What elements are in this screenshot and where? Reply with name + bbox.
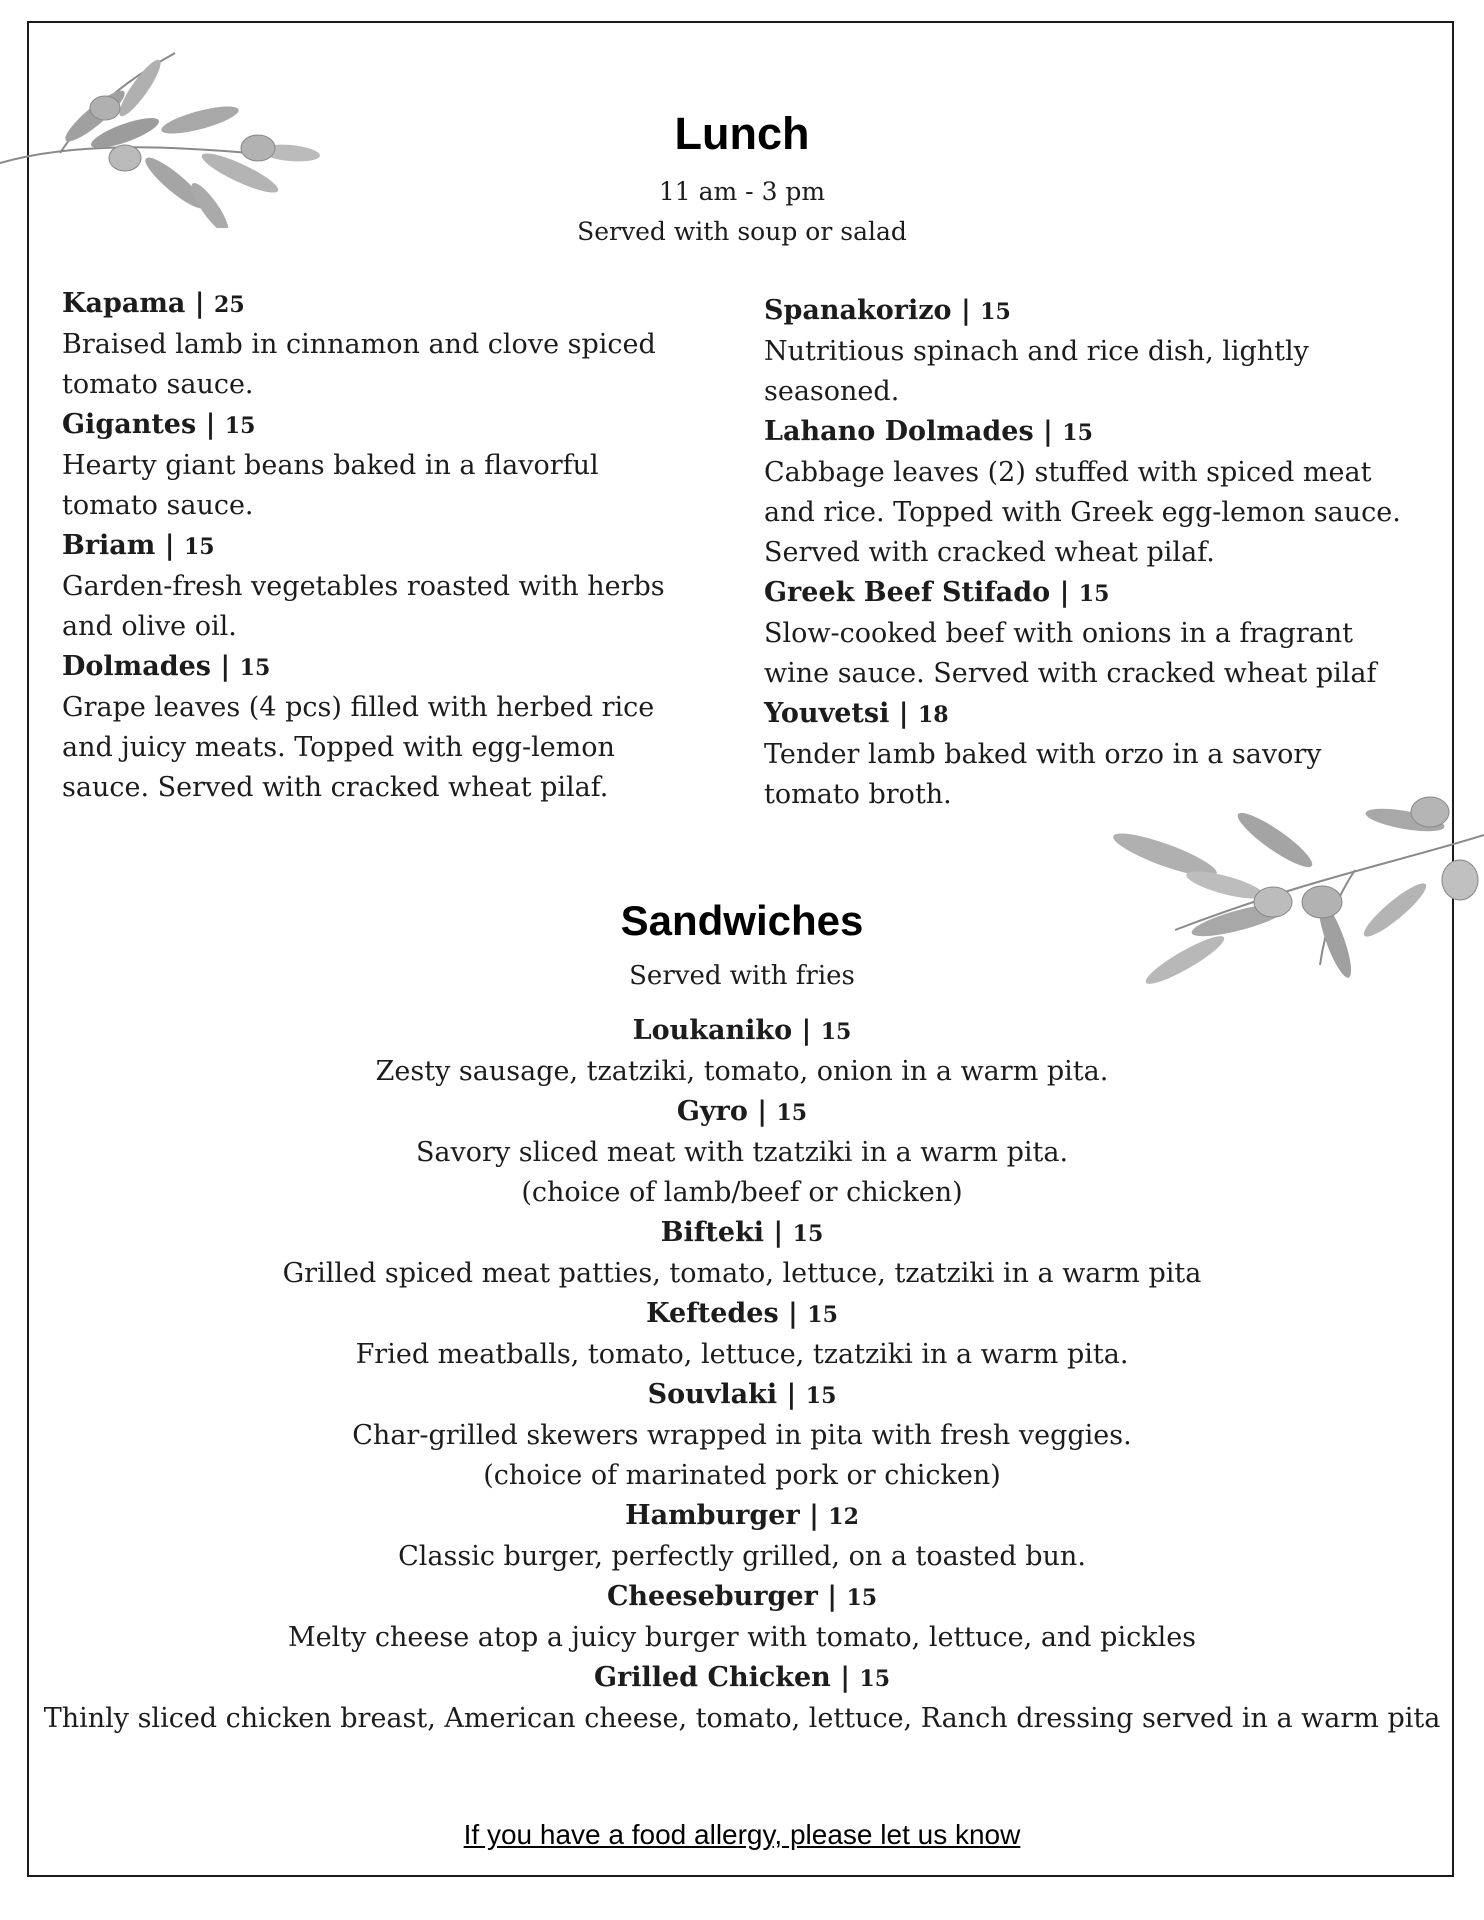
item-price: 15 [792,1221,824,1247]
item-price: 15 [805,1383,837,1409]
item-choice: (choice of lamb/beef or chicken) [521,1177,963,1208]
item-name: Gyro [676,1096,748,1127]
item-description: Zesty sausage, tzatziki, tomato, onion in a warm pita. [375,1056,1109,1087]
item-name: Youvetsi [764,698,890,729]
item-name: Greek Beef Stifado [764,577,1051,608]
menu-item: Youvetsi | 18 Tender lamb baked with orzo in a savory tomato broth. [764,694,1424,815]
item-name: Lahano Dolmades [764,416,1034,447]
item-choice: (choice of marinated pork or chicken) [483,1460,1001,1491]
menu-item: Keftedes | 15 Fried meatballs, tomato, lettuce, tzatziki in a warm pita. [40,1294,1444,1375]
item-description: Hearty giant beans baked in a flavorful tomato sauce. [62,450,599,521]
item-price: 18 [918,702,949,728]
item-name: Dolmades [62,651,212,682]
item-price: 15 [846,1585,878,1611]
item-description: Braised lamb in cinnamon and clove spiced tomato sauce. [62,329,656,400]
lunch-hours: 11 am - 3 pm [658,177,826,206]
menu-item: Cheeseburger | 15 Melty cheese atop a juicy burger with tomato, lettuce, and pickles [40,1577,1444,1658]
item-name: Bifteki [660,1217,765,1248]
menu-item: Dolmades | 15 Grape leaves (4 pcs) filled with herbed rice and juicy meats. Topped with egg-lemon sauce. Served with cracked wheat pilaf. [62,647,702,808]
item-name: Gigantes [62,409,197,440]
menu-item: Briam | 15 Garden-fresh vegetables roasted with herbs and olive oil. [62,526,702,647]
item-name: Cheeseburger [606,1581,818,1612]
sandwiches-title: Sandwiches [620,897,864,944]
item-description: Grape leaves (4 pcs) filled with herbed rice and juicy meats. Topped with egg-lemon sauce. Served with cracked wheat pilaf. [62,692,655,803]
item-price: 15 [1062,420,1093,446]
item-price: 15 [980,299,1011,325]
item-description: Slow-cooked beef with onions in a fragrant wine sauce. Served with cracked wheat pilaf [764,618,1377,689]
sandwiches-note: Served with fries [629,961,855,991]
item-description: Cabbage leaves (2) stuffed with spiced meat and rice. Topped with Greek egg-lemon sauce. Served with cracked wheat pilaf. [764,457,1401,568]
menu-item: Kapama | 25 Braised lamb in cinnamon and clove spiced tomato sauce. [62,284,702,405]
item-description: Char-grilled skewers wrapped in pita with fresh veggies. [352,1420,1132,1451]
item-description: Classic burger, perfectly grilled, on a toasted bun. [398,1541,1086,1572]
menu-item: Hamburger | 12 Classic burger, perfectly grilled, on a toasted bun. [40,1496,1444,1577]
item-price: 15 [1078,581,1110,607]
item-description: Garden-fresh vegetables roasted with herbs and olive oil. [62,571,665,642]
item-price: 15 [820,1019,852,1045]
item-name: Keftedes [646,1298,779,1329]
item-name: Kapama [62,288,186,319]
menu-item: Lahano Dolmades | 15 Cabbage leaves (2) stuffed with spiced meat and rice. Topped with Greek egg-lemon sauce. Served with cracked wheat pilaf. [764,412,1424,573]
menu-item: Spanakorizo | 15 Nutritious spinach and rice dish, lightly seasoned. [764,291,1424,412]
item-description: Nutritious spinach and rice dish, lightly seasoned. [764,336,1309,407]
item-name: Briam [62,530,156,561]
item-price: 15 [224,413,256,439]
item-price: 15 [807,1302,838,1328]
item-name: Spanakorizo [764,295,952,326]
item-price: 15 [239,655,271,681]
menu-item: Loukaniko | 15 Zesty sausage, tzatziki, tomato, onion in a warm pita. [40,1011,1444,1092]
item-name: Loukaniko [632,1015,793,1046]
item-description: Melty cheese atop a juicy burger with tomato, lettuce, and pickles [287,1622,1197,1653]
menu-item: Gyro | 15 Savory sliced meat with tzatziki in a warm pita. (choice of lamb/beef or chicken) [40,1092,1444,1213]
item-name: Souvlaki [647,1379,778,1410]
menu-item: Gigantes | 15 Hearty giant beans baked in a flavorful tomato sauce. [62,405,702,526]
item-price: 15 [184,534,215,560]
item-description: Tender lamb baked with orzo in a savory tomato broth. [764,739,1322,810]
item-price: 25 [214,292,245,318]
item-description: Thinly sliced chicken breast, American cheese, tomato, lettuce, Ranch dressing served in a warm pita [43,1703,1441,1734]
menu-item: Greek Beef Stifado | 15 Slow-cooked beef with onions in a fragrant wine sauce. Served with cracked wheat pilaf [764,573,1424,694]
menu-item: Souvlaki | 15 Char-grilled skewers wrapped in pita with fresh veggies. (choice of marinated pork or chicken) [40,1375,1444,1496]
lunch-title: Lunch [674,108,810,159]
lunch-note: Served with soup or salad [577,217,907,246]
lunch-subtitle [0,172,1484,252]
item-price: 15 [776,1100,808,1126]
item-price: 15 [859,1666,891,1692]
lunch-left-column [62,284,702,808]
menu-item: Grilled Chicken | 15 Thinly sliced chicken breast, American cheese, tomato, lettuce, Ranch dressing served in a warm pita [40,1658,1444,1739]
item-name: Grilled Chicken [593,1662,831,1693]
item-name: Hamburger [625,1500,800,1531]
menu-item: Bifteki | 15 Grilled spiced meat patties, tomato, lettuce, tzatziki in a warm pita [40,1213,1444,1294]
sandwiches-list [40,1011,1444,1739]
allergy-note: If you have a food allergy, please let us know [463,1819,1021,1850]
item-description: Grilled spiced meat patties, tomato, lettuce, tzatziki in a warm pita [282,1258,1202,1289]
item-price: 12 [828,1504,859,1530]
item-description: Savory sliced meat with tzatziki in a warm pita. [415,1137,1069,1168]
item-description: Fried meatballs, tomato, lettuce, tzatziki in a warm pita. [355,1339,1129,1370]
lunch-right-column [764,291,1424,815]
